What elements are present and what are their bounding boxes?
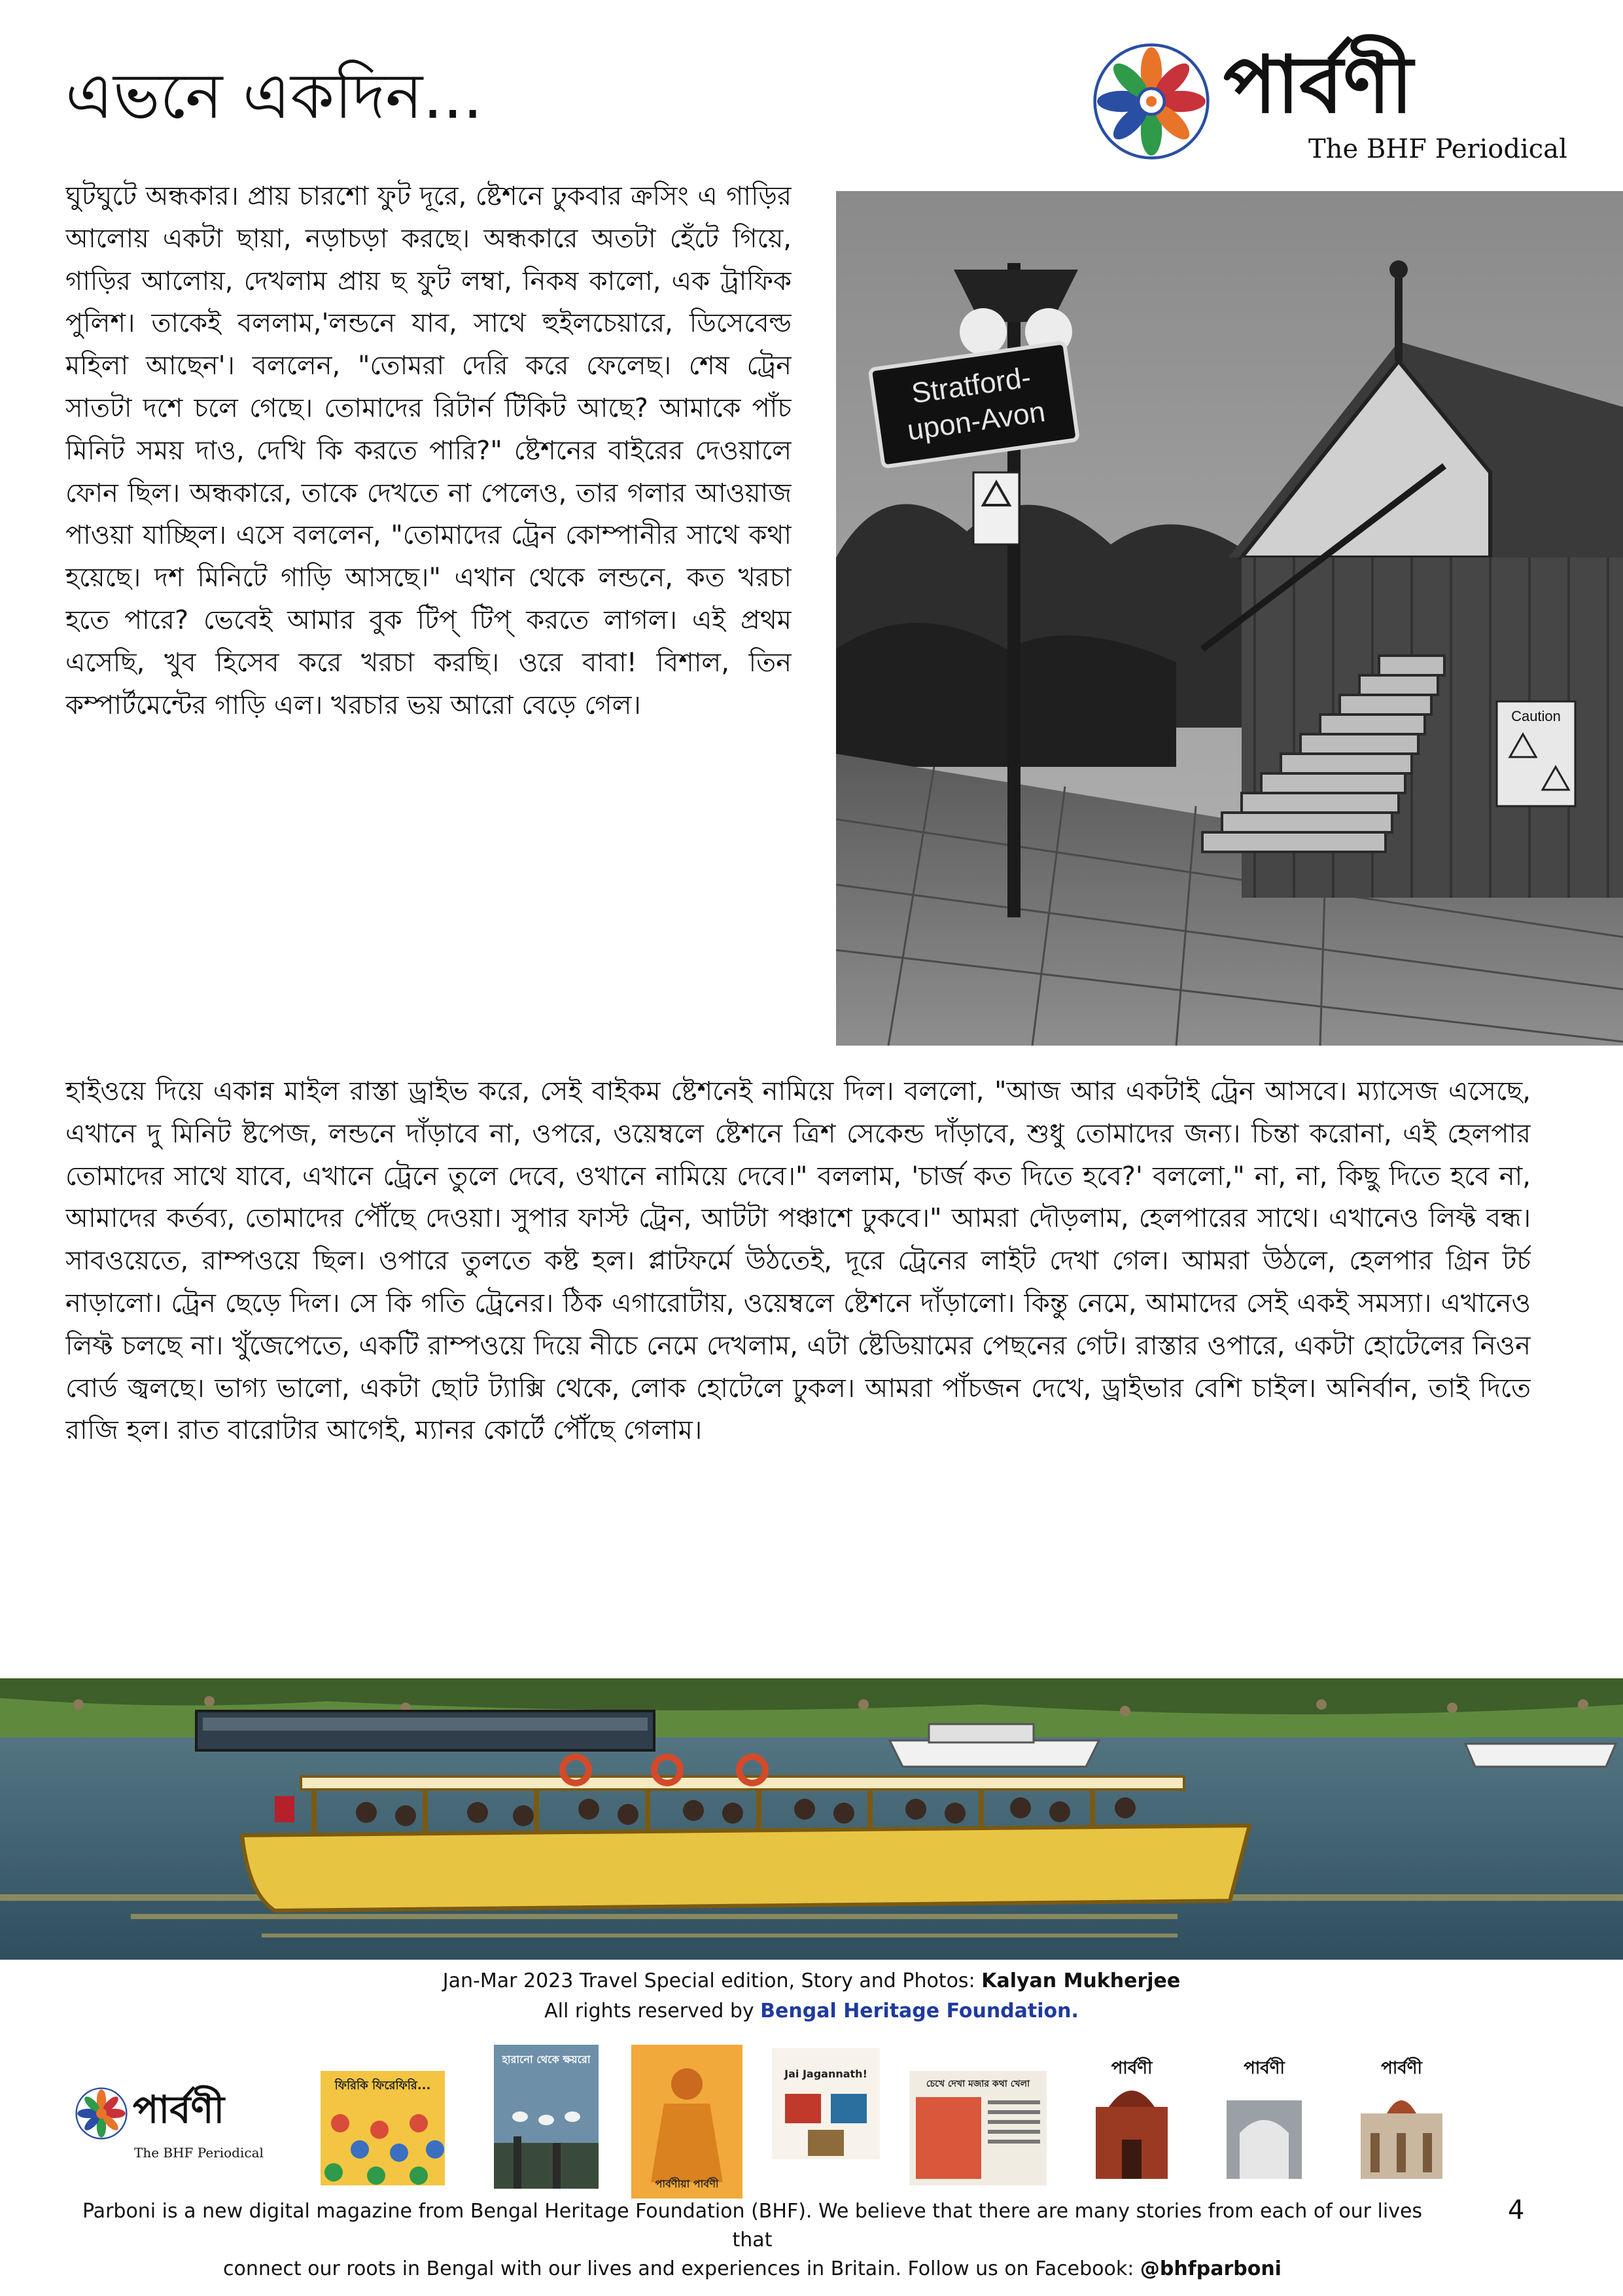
credits-author: Kalyan Mukherjee bbox=[981, 1969, 1181, 1992]
facebook-handle-link[interactable]: @bhfparboni bbox=[1140, 2257, 1282, 2280]
credits-org: Bengal Heritage Foundation. bbox=[760, 2000, 1079, 2022]
cover-title: হারানো থেকে ক্ষয়রো bbox=[502, 2053, 591, 2066]
article-paragraph-1: ঘুটঘুটে অন্ধকার। প্রায় চারশো ফুট দূরে, ষ্টেশনে ঢুকবার ক্রসিং এ গাড়ির আলোয় একটা ছায়া, নড়াচড়া করছে। অন্ধকারে অতটা হেঁটে গিয়ে, গাড়ির আলোয়, দেখলাম প্রায় ছ ফুট লম্বা, নিকষ কালো, এক ট্রাফিক পুলিশ। তাকেই বললাম,'লন্ডনে যাব, সাথে হুইলচেয়ারে, ডিসেবেল্ড মহিলা আছেন'। বললেন, "তোমরা দেরি করে ফেলেছ। শেষ ট্রেন সাতটা দশে চলে গেছে। তোমাদের রিটার্ন টিকিট আছে? আমাকে পাঁচ মিনিট সময় দাও, দেখি কি করতে পারি?" ষ্টেশনের বাইরের দেওয়ালে ফোন ছিল। অন্ধকারে, তাকে দেখতে না পেলেও, তার গলার আওয়াজ পাওয়া যাচ্ছিল। এসে বললেন, "তোমাদের ট্রেন কোম্পানীর সাথে কথা হয়েছে। দশ মিনিটে গাড়ি আসছে।" এখান থেকে লন্ডনে, কত খরচা হতে পারে? ভেবেই আমার বুক টিপ্‌ টিপ্‌ করতে লাগল। এই প্রথম এসেছি, খুব হিসেব করে খরচা করছি। ওরে বাবা! বিশাল, তিন কম্পার্টমেন্টের গাড়ি এল। খরচার ভয় আরো বেড়ে গেল। bbox=[65, 181, 792, 720]
credits-edition: Jan-Mar 2023 Travel Special edition, Story and Photos: bbox=[442, 1969, 982, 1992]
cover-title: চেখে দেখা মজার কথা খেলা bbox=[926, 2079, 1030, 2089]
footer-logo bbox=[75, 2081, 271, 2166]
credits-line-1 bbox=[0, 1966, 1623, 1996]
cover-title: ফিরিকি ফিরেফিরি... bbox=[334, 2079, 431, 2093]
cover-title: পার্বণী bbox=[1381, 2058, 1422, 2078]
cover-palace-illustration bbox=[1351, 2048, 1452, 2189]
cover-festival-illustration bbox=[772, 2048, 880, 2159]
logo-wordmark: পার্বণী bbox=[1223, 40, 1413, 131]
cover-thumbnail-8[interactable] bbox=[1351, 2048, 1452, 2189]
article-paragraph-2: হাইওয়ে দিয়ে একান্ন মাইল রাস্তা ড্রাইভ করে, সেই বাইকম ষ্টেশনেই নামিয়ে দিল। বললো, "আজ আর একটাই ট্রেন আসবে। ম্যাসেজ এসেছে, এখানে দু মিনিট ষ্টপেজ, লন্ডনে দাঁড়াবে না, ওপরে, ওয়েম্বলে ষ্টেশনে ত্রিশ সেকেন্ড দাঁড়াবে, শুধু তোমাদের জন্য। চিন্তা করোনা, এই হেলপার তোমাদের সাথে যাবে, এখানে ট্রেনে তুলে দেবে, ওখানে নামিয়ে দেবে।" বললাম, 'চার্জ কত দিতে হবে?' বললো," না, না, কিছু দিতে হবে না, আমাদের কর্তব্য, তোমাদের পৌঁছে দেওয়া। সুপার ফাস্ট ট্রেন, আটটা পঞ্চাশে ঢুকবে।" আমরা দৌড়লাম, হেলপারের সাথে। এখানেও লিফ্ট বন্ধ। সাবওয়েতে, রাম্পওয়ে ছিল। ওপারে তুলতে কষ্ট হল। প্লাটফর্মে উঠতেই, দূরে ট্রেনের লাইট দেখা গেল। আমরা উঠলে, হেলপার গ্রিন টর্চ নাড়ালো। ট্রেন ছেড়ে দিল। সে কি গতি ট্রেনের। ঠিক এগারোটায়, ওয়েম্বলে ষ্টেশনে দাঁড়ালো। কিন্তু নেমে, আমাদের সেই একই সমস্যা। এখানেও লিফ্ট চলছে না। খুঁজেপেতে, একটি রাম্পওয়ে দিয়ে নীচে নেমে দেখলাম, এটা ষ্টেডিয়ামের পেছনের গেট। রাস্তার ওপারে, একটা হোটেলের নিওন বোর্ড জ্বলছে। ভাগ্য ভালো, একটা ছোট ট্যাক্সি থেকে, লোক হোটেলে ঢুকল। আমরা পাঁচজন দেখে, ড্রাইভার বেশি চাইল। অনির্বান, তাই দিতে রাজি হল। রাত বারোটার আগেই, ম্যানর কোর্টে পৌঁছে গেলাম। bbox=[65, 1076, 1531, 1446]
cover-street-illustration bbox=[909, 2071, 1047, 2185]
footer-logo-subtitle: The BHF Periodical bbox=[134, 2145, 264, 2161]
caution-sign-label: Caution bbox=[1511, 708, 1561, 724]
cover-thumbnail-4[interactable] bbox=[772, 2048, 880, 2159]
cover-title: পার্বণী bbox=[1111, 2058, 1153, 2078]
credits-rights: All rights reserved by bbox=[544, 2000, 761, 2022]
credits bbox=[0, 1966, 1623, 2026]
cover-title: পার্বণী bbox=[1244, 2058, 1285, 2078]
footer-note bbox=[65, 2197, 1439, 2284]
river-boat-photo bbox=[0, 1678, 1623, 1960]
mandala-icon bbox=[1092, 43, 1210, 160]
station-sign-line-1: Stratford- bbox=[909, 361, 1033, 410]
cover-arches-illustration bbox=[1213, 2048, 1315, 2189]
cover-thumbnail-6[interactable] bbox=[1079, 2048, 1184, 2189]
cover-title: পার্বণীয়া পার্বণী bbox=[655, 2178, 719, 2190]
cover-birds-illustration bbox=[494, 2045, 599, 2189]
cover-mosque-illustration bbox=[1079, 2048, 1184, 2189]
parboni-logo bbox=[1092, 36, 1590, 173]
station-photo-illustration bbox=[836, 191, 1623, 1046]
river-boat-illustration bbox=[0, 1678, 1623, 1960]
page-title: এভনে একদিন... bbox=[65, 60, 483, 133]
logo-subtitle: The BHF Periodical bbox=[1308, 134, 1567, 164]
cover-thumbnail-2[interactable] bbox=[494, 2045, 599, 2189]
footer-note-line-2 bbox=[65, 2255, 1439, 2284]
footer-logo-wordmark: পার্বণী bbox=[133, 2087, 225, 2132]
station-photo bbox=[836, 191, 1623, 1046]
cover-title: Jai Jagannath! bbox=[784, 2068, 867, 2080]
footer-note-text: connect our roots in Bengal with our lives and experiences in Britain. Follow us on Facebook: bbox=[223, 2257, 1140, 2280]
cover-thumbnail-1[interactable] bbox=[321, 2071, 445, 2185]
cover-thumbnail-5[interactable] bbox=[909, 2071, 1047, 2185]
cover-thumbnail-7[interactable] bbox=[1213, 2048, 1315, 2189]
credits-line-2 bbox=[0, 1996, 1623, 2026]
footer-mandala-icon bbox=[75, 2087, 128, 2140]
cover-thumbnail-3[interactable] bbox=[631, 2045, 742, 2199]
footer-note-line-1: Parboni is a new digital magazine from Bengal Heritage Foundation (BHF). We believe that there are many stories from each of our lives that bbox=[82, 2200, 1423, 2252]
station-sign-line-2: upon-Avon bbox=[905, 395, 1047, 447]
cover-crowd-illustration bbox=[321, 2071, 445, 2185]
page-number: 4 bbox=[1508, 2195, 1525, 2225]
